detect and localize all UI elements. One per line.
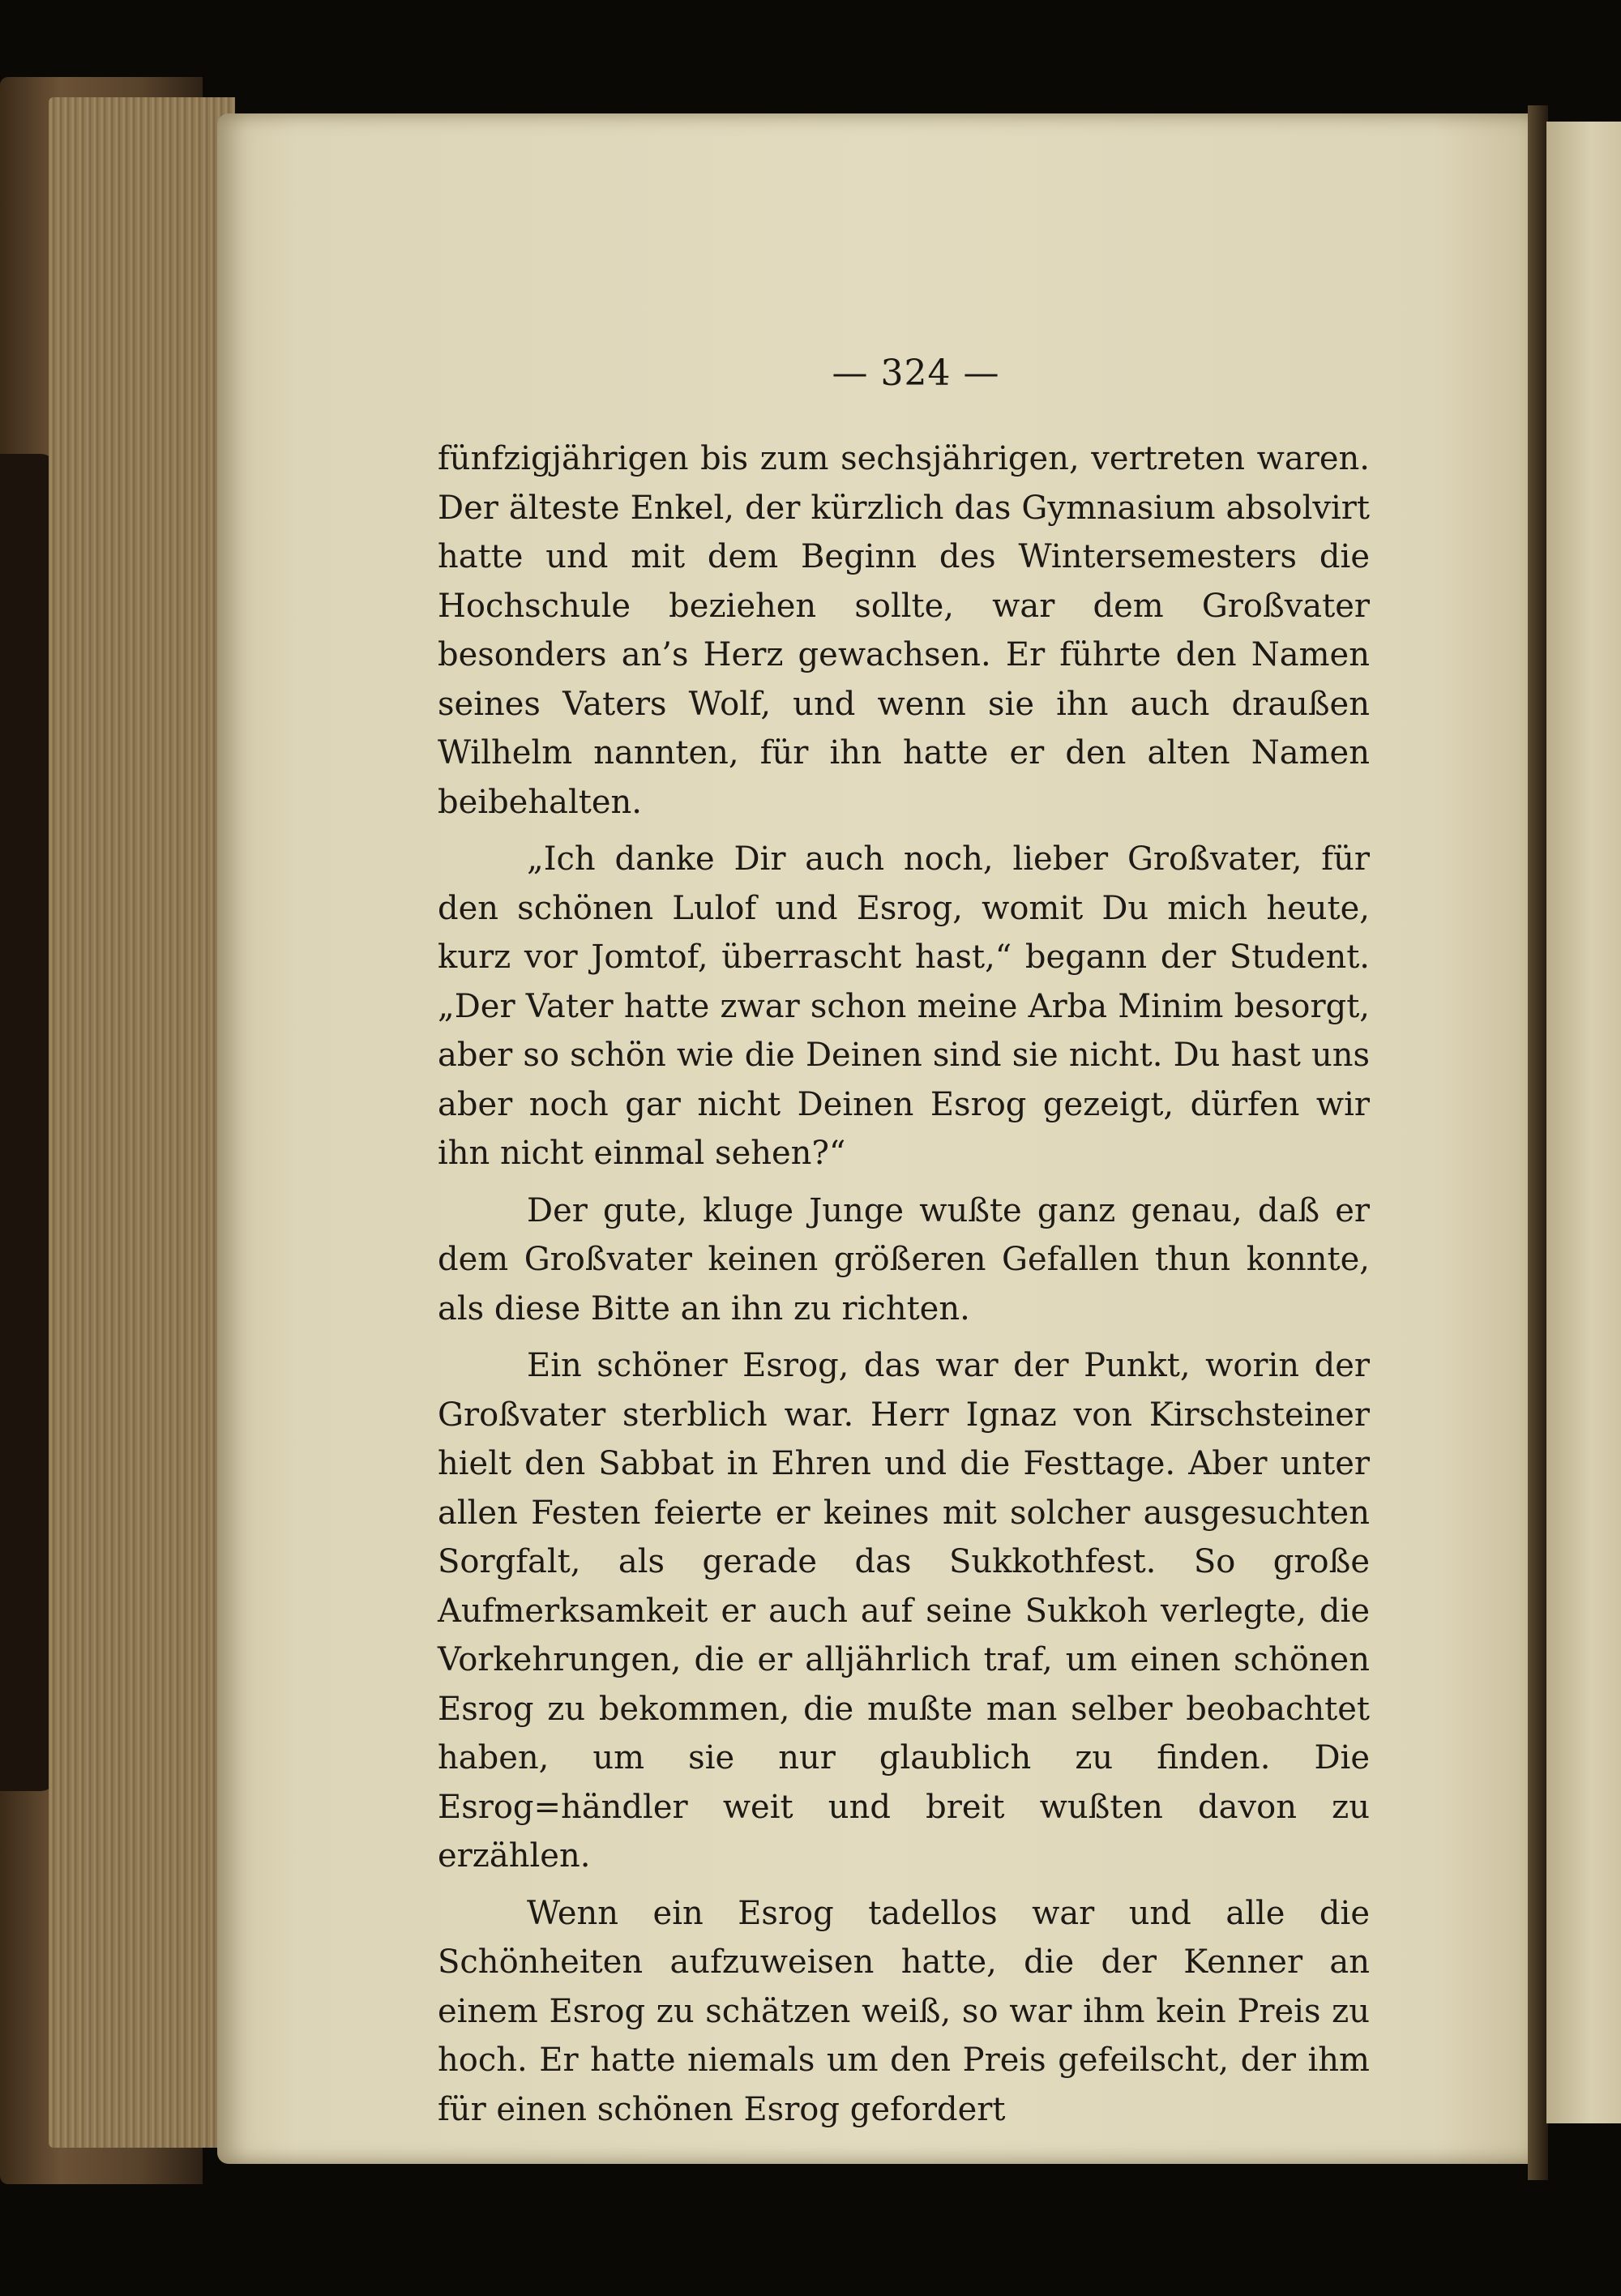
paragraph: Wenn ein Esrog tadellos war und alle die Schönheiten aufzuweisen hatte, die der Kenner an einem Esrog zu schätzen weiß, so war ihm kein Preis zu hoch. Er hatte niemals um den Preis gefeilscht, der ihm für einen schönen Esrog gefordert [438, 1894, 1370, 2128]
page-number: — 324 — [832, 353, 1000, 394]
book-gutter [1528, 105, 1548, 2180]
body-text [438, 434, 1370, 2142]
facing-page-edge [1546, 122, 1621, 2123]
paragraph: Ein schöner Esrog, das war der Punkt, worin der Großvater sterblich war. Herr Ignaz von Kirschsteiner hielt den Sabbat in Ehren und die Festtage. Aber unter allen Festen feierte er keines mit solcher ausgesuchten Sorgfalt, als gerade das Sukkothfest. So große Aufmerksamkeit er auch auf seine Sukkoh verlegte, die Vorkehrungen, die er alljährlich traf, um einen schönen Esrog zu bekommen, die mußte man selber beobachtet haben, um sie nur glaublich zu finden. Die Esrog=händler weit und breit wußten davon zu erzählen. [438, 1347, 1370, 1875]
page-edges [49, 97, 235, 2148]
paragraph: „Ich danke Dir auch noch, lieber Großvater, für den schönen Lulof und Esrog, womit Du mich heute, kurz vor Jomtof, überrascht hast,“ begann der Student. „Der Vater hatte zwar schon meine Arba Minim besorgt, aber so schön wie die Deinen sind sie nicht. Du hast uns aber noch gar nicht Deinen Esrog gezeigt, dürfen wir ihn nicht einmal sehen?“ [438, 840, 1370, 1172]
paragraph: fünfzigjährigen bis zum sechsjährigen, vertreten waren. Der älteste Enkel, der kürzlich das Gymnasium absolvirt hatte und mit dem Beginn des Wintersemesters die Hochschule beziehen sollte, war dem Großvater besonders an’s Herz gewachsen. Er führte den Namen seines Vaters Wolf, und wenn sie ihn auch draußen Wilhelm nannten, für ihn hatte er den alten Namen beibehalten. [438, 440, 1370, 821]
paragraph: Der gute, kluge Junge wußte ganz genau, daß er dem Großvater keinen größeren Gefallen thun konnte, als diese Bitte an ihn zu richten. [438, 1191, 1370, 1328]
